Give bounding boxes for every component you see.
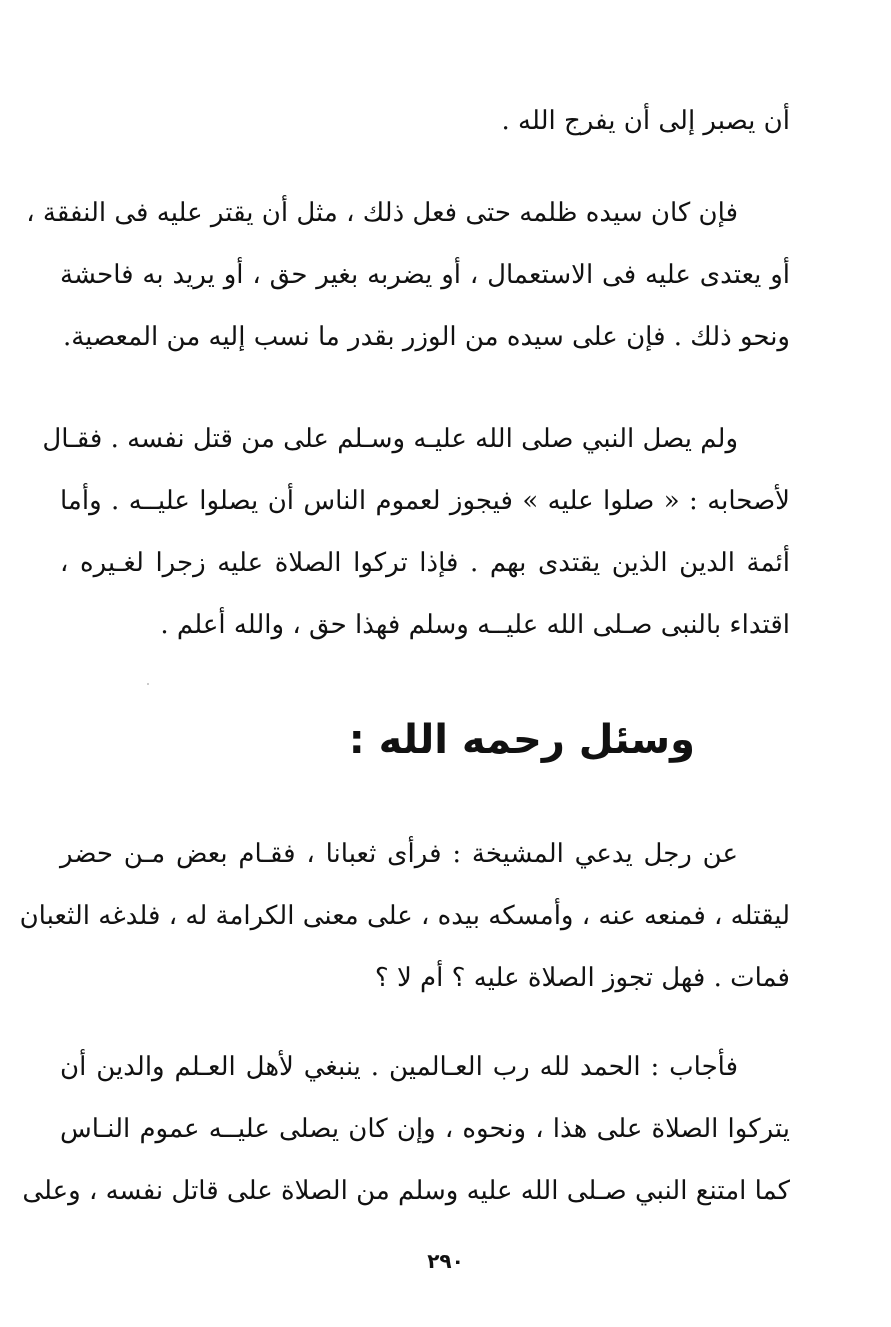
text-line: فإن كان سيده ظلمه حتى فعل ذلك ، مثل أن يقتر عليه فى النفقة ، [26,198,738,228]
paragraph-4 [19,823,790,1009]
text-line: أو يعتدى عليه فى الاستعمال ، أو يضربه بغير حق ، أو يريد به فاحشة [60,260,790,290]
scan-speck [147,683,149,685]
page-number: ٢٩٠ [427,1249,464,1273]
text-line: فأجاب : الحمد لله رب العـالمين . ينبغي لأهل العـلم والدين أن [60,1052,738,1082]
paragraph-3 [42,408,790,656]
paragraph-1 [60,90,790,152]
text-line: ونحو ذلك . فإن على سيده من الوزر بقدر ما نسب إليه من المعصية. [62,322,790,352]
paragraph-2 [26,182,790,368]
text-line: يتركوا الصلاة على هذا ، ونحوه ، وإن كان يصلى عليــه عموم النـاس [60,1114,790,1144]
text-line: ليقتله ، فمنعه عنه ، وأمسكه بيده ، على معنى الكرامة له ، فلدغه الثعبان [19,901,790,931]
text-line: ولم يصل النبي صلى الله عليـه وسـلم على من قتل نفسه . فقـال [42,424,738,454]
text-line: اقتداء بالنبى صـلى الله عليــه وسلم فهذا حق ، والله أعلم . [160,610,790,640]
text-line: عن رجل يدعي المشيخة : فرأى ثعبانا ، فقـام بعض مـن حضر [60,839,738,869]
text-line: أن يصبر إلى أن يفرج الله . [501,106,790,136]
text-line: أئمة الدين الذين يقتدى بهم . فإذا تركوا الصلاة عليه زجرا لغـيره ، [60,548,790,578]
paragraph-5 [22,1036,790,1222]
text-line: فمات . فهل تجوز الصلاة عليه ؟ أم لا ؟ [374,963,790,993]
text-line: كما امتنع النبي صـلى الله عليه وسلم من الصلاة على قاتل نفسه ، وعلى [22,1176,790,1206]
section-heading: وسئل رحمه الله : [348,717,695,763]
text-line: لأصحابه : « صلوا عليه » فيجوز لعموم الناس أن يصلوا عليــه . وأما [60,486,790,516]
